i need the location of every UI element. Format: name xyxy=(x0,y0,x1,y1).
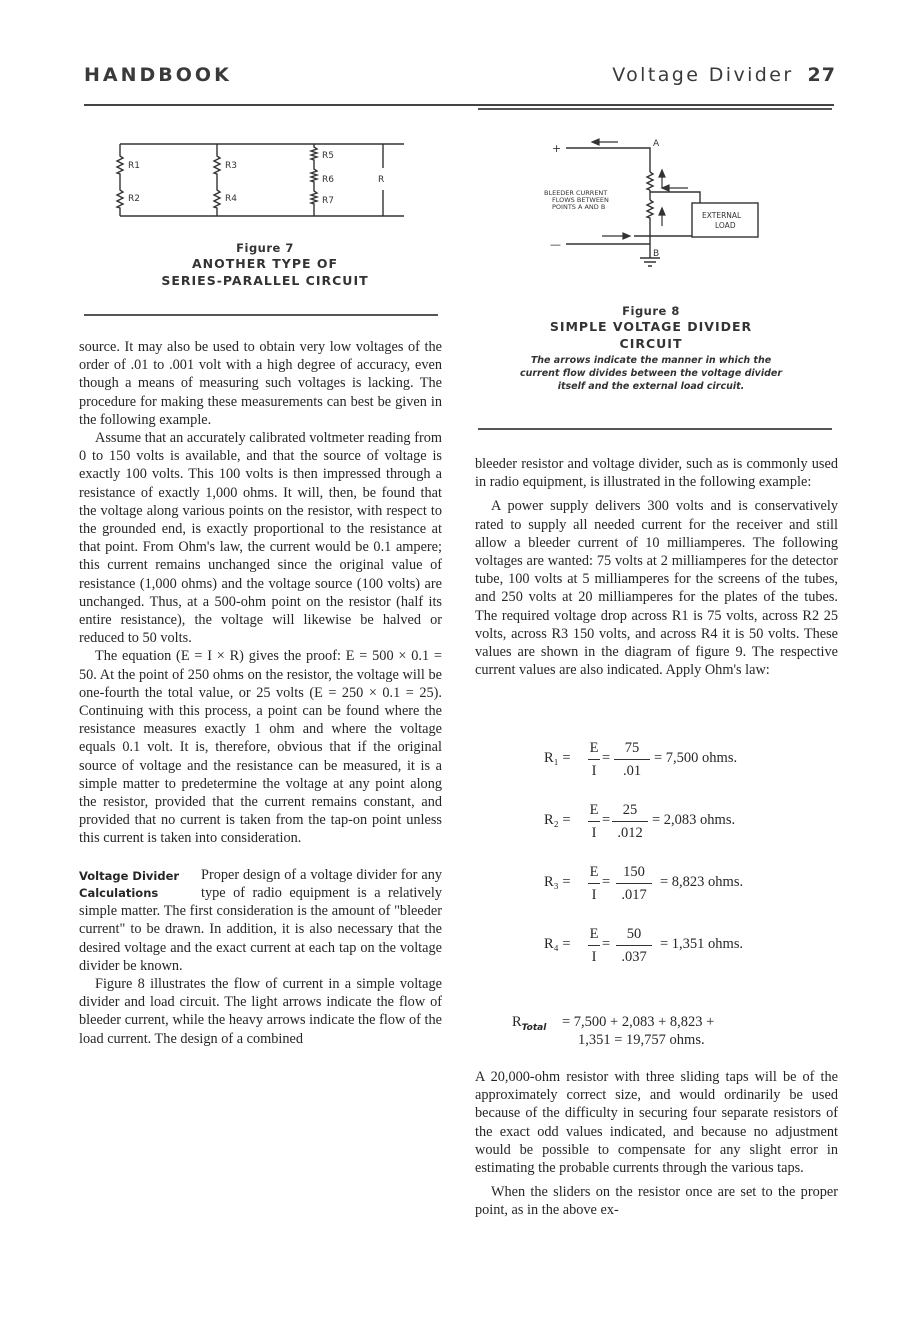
eq2-i: I xyxy=(591,825,597,841)
left-paragraph-4: Proper design of a voltage divider for any type of radio equipment is a relatively simple matter. The first consideration is the amount of "bleeder current" to be drawn. In addition, it is also necessary that the desired voltage and the exact current at each tap on the voltage divider be known. xyxy=(79,866,442,974)
eq1-den: .01 xyxy=(622,763,642,779)
page-number: 27 xyxy=(807,64,836,86)
figure7-bottom-rule xyxy=(84,314,438,316)
eq3-den: .017 xyxy=(621,887,647,903)
eq3-bar-2 xyxy=(616,883,652,884)
figure8-bottom-rule xyxy=(478,428,832,430)
right-column-top xyxy=(475,455,838,679)
side-heading-line-2: Calculations xyxy=(79,885,159,900)
fig7-label-r5: R5 xyxy=(322,151,334,161)
eq2-result: = 2,083 ohms. xyxy=(652,812,736,828)
figure7-title-2: SERIES-PARALLEL CIRCUIT xyxy=(161,273,369,288)
eq2-bar-1 xyxy=(588,821,600,822)
left-paragraph-4-block xyxy=(79,866,442,975)
eq4-bar-1 xyxy=(588,945,600,946)
right-paragraph-2: A power supply delivers 300 volts and is conservatively rated to supply all needed current for the receiver and still allow a bleeder current of 10 milliamperes. The following voltages are wanted: 75 volts at 2 milliamperes for the detector tube, 100 volts at 5 milliamperes for the screens of the tubes, and 250 volts at 20 milliamperes for the plates of the tubes. The required voltage drop across R1 is 75 volts, across R2 25 volts, across R3 150 volts, and across R4 it is 50 volts. These values are shown in the diagram of figure 9. The respective current values are also indicated. Apply Ohm's law: xyxy=(475,498,838,679)
fig8-bleeder-1: BLEEDER CURRENT xyxy=(544,189,608,197)
right-column-bottom xyxy=(475,1068,838,1220)
equation-r4 xyxy=(544,922,804,966)
fig7-label-r1: R1 xyxy=(128,161,140,171)
left-column xyxy=(79,338,442,1048)
left-paragraph-2: Assume that an accurately calibrated voltmeter reading from 0 to 150 volts is available, and that the source of voltage is exactly 100 volts. This 100 volts is then impressed through a resistance of exactly 1,000 ohms. It will, then, be found that the voltage along various points on the resistor, with respect to the grounded end, is exactly proportional to the resistance at that point. From Ohm's law, the current would be 0.1 ampere; this current remains unchanged since the original value of resistance (1,000 ohms) and the voltage source (100 volts) are unchanged. Thus, at a 500-ohm point on the resistor (half its entire resistance), the voltage will likewise be halved or reduced to 50 volts. xyxy=(79,430,442,647)
eq2-e: E xyxy=(589,802,599,818)
eq3-lhs: R₃ = xyxy=(544,874,571,890)
eq2-lhs: R₂ = xyxy=(544,812,571,828)
figure8-sub-3: itself and the external load circuit. xyxy=(557,381,745,392)
total-lhs xyxy=(512,1014,546,1033)
fig8-minus: — xyxy=(550,238,561,251)
equation-r1 xyxy=(544,736,804,780)
left-paragraph-3: The equation (E = I × R) gives the proof: E = 500 × 0.1 = 50. At the point of 250 ohms on the resistor, the voltage will be one-fourth the total value, or 25 volts (E = 250 × 0.1 = 25). Continuing with this process, a point can be found where the resistance measures exactly 1 ohm and where the voltage equals 0.1 volt. It is, therefore, obvious that if the original source of voltage and the resistance can be measured, it is a simple matter to predetermine the voltage at any point along the resistor, provided that the current remains constant, and provided that no current is taken from the tap-on point unless this current is taken into consideration. xyxy=(79,648,442,847)
eq4-num: 50 xyxy=(626,926,642,942)
figure7-caption xyxy=(110,241,420,289)
running-head-left: HANDBOOK xyxy=(84,64,232,86)
figure8-title-1: SIMPLE VOLTAGE DIVIDER xyxy=(549,319,753,334)
figure8-label: Figure 8 xyxy=(622,304,680,318)
figure8-diagram xyxy=(540,132,780,280)
eq1-bar-1 xyxy=(588,759,600,760)
eq3-i: I xyxy=(591,887,597,903)
eq3-e: E xyxy=(589,864,599,880)
eq1-result: = 7,500 ohms. xyxy=(654,750,738,766)
total-line-1: = 7,500 + 2,083 + 8,823 + xyxy=(562,1014,715,1030)
eq4-eq: = xyxy=(602,936,611,952)
eq1-bar-2 xyxy=(614,759,650,760)
right-paragraph-4: When the sliders on the resistor once are set to the proper point, as in the above ex- xyxy=(475,1184,838,1219)
eq1-lhs: R₁ = xyxy=(544,750,571,766)
header-rule xyxy=(84,104,834,106)
fig7-label-r3: R3 xyxy=(225,161,237,171)
fig7-label-r7: R7 xyxy=(322,196,334,206)
running-head-title: Voltage Divider xyxy=(612,64,794,86)
total-r: R xyxy=(512,1014,522,1030)
eq3-result: = 8,823 ohms. xyxy=(660,874,744,890)
left-paragraph-1: source. It may also be used to obtain very low voltages of the order of .01 to .001 volt with a high degree of accuracy, even though a means of measuring such voltages is lacking. The procedure for making these measurements can best be given in the following example. xyxy=(79,339,442,428)
figure7-title-1: ANOTHER TYPE OF xyxy=(191,256,339,271)
eq3-num: 150 xyxy=(623,864,645,880)
eq2-bar-2 xyxy=(612,821,648,822)
fig7-label-r: R xyxy=(378,175,385,185)
fig8-bleeder-2: FLOWS BETWEEN xyxy=(552,196,609,204)
eq2-num: 25 xyxy=(622,802,638,818)
fig8-plus: + xyxy=(552,142,562,155)
fig8-point-a: A xyxy=(653,139,660,149)
equation-r2 xyxy=(544,798,804,842)
figure8-sub-2: current flow divides between the voltage divider xyxy=(519,368,783,379)
right-paragraph-1: bleeder resistor and voltage divider, such as is commonly used in radio equipment, is illustrated in the following example: xyxy=(475,456,838,491)
side-heading xyxy=(79,868,201,902)
eq4-lhs: R₄ = xyxy=(544,936,571,952)
eq3-eq: = xyxy=(602,874,611,890)
fig8-load-2: LOAD xyxy=(715,221,736,230)
running-head-right xyxy=(612,64,836,86)
eq4-i: I xyxy=(591,949,597,965)
eq3-bar-1 xyxy=(588,883,600,884)
eq4-result: = 1,351 ohms. xyxy=(660,936,744,952)
eq4-den: .037 xyxy=(621,949,647,965)
total-sub: Total xyxy=(521,1022,547,1033)
eq2-eq: = xyxy=(602,812,611,828)
eq4-e: E xyxy=(589,926,599,942)
eq2-den: .012 xyxy=(617,825,643,841)
fig7-label-r2: R2 xyxy=(128,194,140,204)
eq1-e: E xyxy=(589,740,599,756)
figure8-top-rule xyxy=(478,108,832,110)
figure8-sub-1: The arrows indicate the manner in which the xyxy=(530,355,772,366)
eq1-num: 75 xyxy=(624,740,640,756)
fig8-load-1: EXTERNAL xyxy=(702,211,742,220)
figure8-caption xyxy=(470,304,832,393)
equation-total xyxy=(512,1014,812,1058)
eq4-bar-2 xyxy=(616,945,652,946)
eq1-i: I xyxy=(591,763,597,779)
figure8-title-2: CIRCUIT xyxy=(619,336,683,351)
equation-r3 xyxy=(544,860,804,904)
figure7-diagram xyxy=(110,138,410,222)
left-paragraph-5: Figure 8 illustrates the flow of current in a simple voltage divider and load circuit. The light arrows indicate the flow of bleeder current, while the heavy arrows indicate the flow of the load current. The design of a combined xyxy=(79,975,442,1047)
fig7-label-r6: R6 xyxy=(322,175,334,185)
side-heading-line-1: Voltage Divider xyxy=(79,868,180,883)
fig7-label-r4: R4 xyxy=(225,194,237,204)
fig8-bleeder-3: POINTS A AND B xyxy=(552,203,606,211)
figure7-label: Figure 7 xyxy=(236,241,294,255)
right-paragraph-3: A 20,000-ohm resistor with three sliding taps will be of the approximately correct size, and would ordinarily be used because of the difficulty in securing four separate resistors of the exact odd values indicated, and because no adjustment would be possible to compensate for any slight error in estimating the probable currents through the various taps. xyxy=(475,1069,838,1177)
total-line-2: 1,351 = 19,757 ohms. xyxy=(578,1032,705,1048)
eq1-eq: = xyxy=(602,750,611,766)
fig8-point-b: B xyxy=(653,249,660,259)
